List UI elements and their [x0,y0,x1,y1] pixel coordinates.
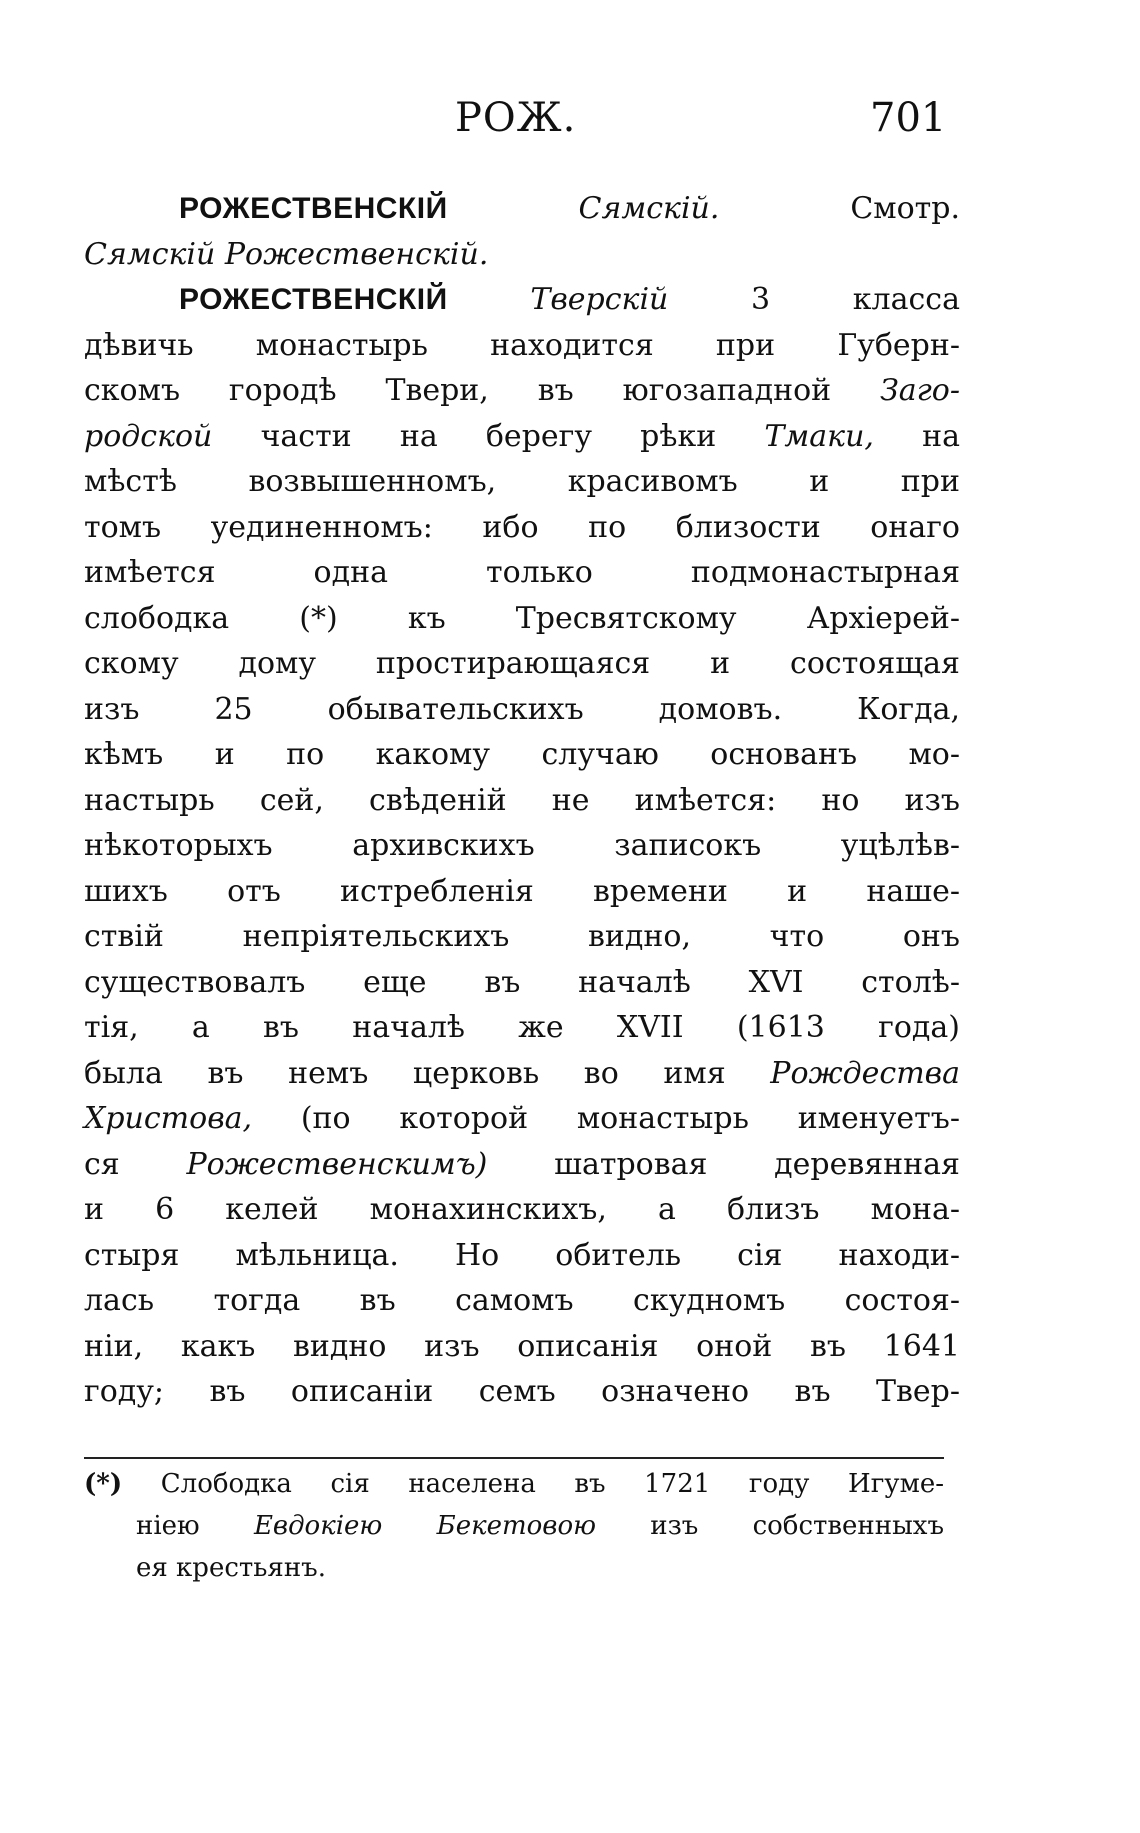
footnote-line [84,1463,944,1505]
text-line: имѣется одна только подмонастырная [84,555,960,590]
text-line: лась тогда въ самомъ скудномъ состоя- [84,1283,960,1318]
footnote-marker: (*) [84,1469,123,1499]
text-segment: изъ собственныхъ [650,1511,944,1541]
main-text [84,186,960,1415]
text-line [84,1051,960,1097]
text-segment: Смотр. [850,191,960,226]
running-head: РОЖ. [455,95,577,141]
entry-line [84,186,960,232]
entry-headword: РОЖЕСТВЕНСКІЙ [179,283,448,316]
text-segment: (по которой монастырь именуетъ- [300,1101,960,1136]
footnote [84,1463,944,1589]
text-segment: шатровая деревянная [554,1146,960,1182]
text-segment: части на берегу рѣки [260,418,717,454]
text-line: тія, а въ началѣ же XVII (1613 года) [84,1010,960,1045]
text-line [84,1142,960,1188]
text-line [84,414,960,460]
italic-term: Заго- [880,373,960,408]
text-line: и 6 келей монахинскихъ, а близъ мона- [84,1192,960,1227]
italic-term: Христова, [84,1101,253,1136]
text-line: ніи, какъ видно изъ описанія оной въ 1641 [84,1328,960,1364]
italic-term: Рожественскимъ) [186,1146,488,1182]
italic-term: Рождества [770,1055,960,1091]
footnote-line [84,1505,944,1547]
text-segment: Слободка сія населена въ 1721 году Игуме- [160,1469,945,1499]
footnote-line: ея крестьянъ. [136,1553,326,1583]
text-segment: нiею [136,1511,200,1541]
entry-headword: РОЖЕСТВЕНСКІЙ [179,192,448,225]
text-line: дѣвичь монастырь находится при Губерн- [84,327,960,363]
text-segment: 3 класса [751,282,960,317]
text-segment: была въ немъ церковь во имя [84,1055,726,1091]
text-segment: ся [84,1146,120,1182]
text-line: стыря мѣльница. Но обитель сія находи- [84,1237,960,1273]
italic-term: Евдокіею Бекетовою [253,1511,596,1541]
italic-term: Тмаки, [764,418,874,454]
cross-reference: Сямскій. [578,191,720,226]
text-line: скому дому простирающаяся и состоящая [84,646,960,681]
text-line: шихъ отъ истребленія времени и наше- [84,873,960,909]
page-header [0,95,1140,155]
text-line: году; въ описаніи семъ означено въ Твер- [84,1374,960,1409]
text-line [84,1096,960,1142]
text-line: мѣстѣ возвышенномъ, красивомъ и при [84,464,960,499]
text-line: слободка (*) къ Тресвятскому Архіерей- [84,600,960,636]
italic-term: Тверскій [530,282,669,317]
entry-line [84,277,960,323]
text-line [84,368,960,414]
footnote-divider [84,1457,944,1459]
page-number: 701 [870,95,947,141]
text-line: существовалъ еще въ началѣ XVI столѣ- [84,964,960,1000]
text-segment: на [922,418,960,454]
cross-reference-target: Сямскій Рожественскій. [84,236,489,272]
entry-line [84,232,960,278]
text-line: изъ 25 обывательскихъ домовъ. Когда, [84,691,960,727]
italic-term: родской [84,418,213,454]
text-segment: скомъ городѣ Твери, въ югозападной [84,373,832,408]
text-line: томъ уединенномъ: ибо по близости онаго [84,509,960,545]
text-line: ствій непріятельскихъ видно, что онъ [84,919,960,954]
text-line: кѣмъ и по какому случаю основанъ мо- [84,737,960,772]
text-line: настырь сей, свѣденій не имѣется: но изъ [84,782,960,818]
text-line: нѣкоторыхъ архивскихъ записокъ уцѣлѣв- [84,828,960,863]
